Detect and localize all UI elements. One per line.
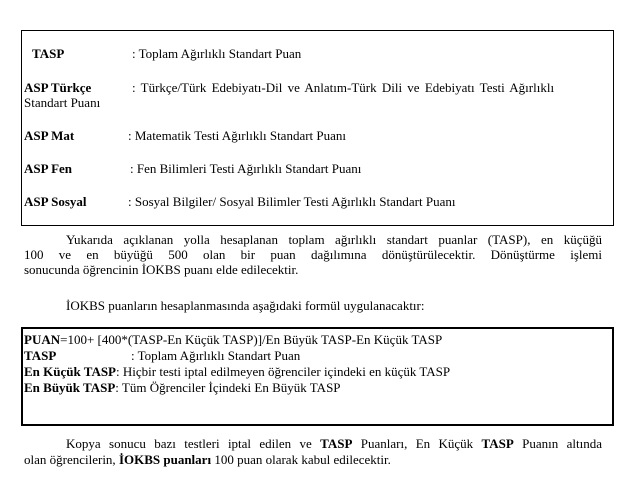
- formula-term: TASP: [24, 348, 57, 363]
- formula-intro: İOKBS puanların hesaplanmasında aşağıdaki formül uygulanacaktır:: [66, 298, 425, 313]
- text-run-bold: TASP: [320, 436, 353, 451]
- formula-desc: : Hiçbir testi iptal edilmeyen öğrenciler içindeki en küçük TASP: [116, 364, 451, 379]
- closing-paragraph-line1: [66, 436, 602, 451]
- definition-term: ASP Sosyal: [24, 194, 87, 209]
- formula-term: En Küçük TASP: [24, 364, 117, 379]
- definition-term: TASP: [32, 46, 65, 61]
- definition-desc: : Sosyal Bilgiler/ Sosyal Bilimler Testi Ağırlıklı Standart Puanı: [128, 194, 456, 209]
- formula-row-en-kucuk: [24, 364, 450, 379]
- formula-term: En Büyük TASP: [24, 380, 116, 395]
- text-run: Kopya sonucu bazı testleri iptal edilen ve: [66, 436, 321, 451]
- formula-desc: : Tüm Öğrenciler İçindeki En Büyük TASP: [115, 380, 341, 395]
- paragraph-line: 100 ve en büyüğü 500 olan bir puan dağılımına dönüştürülecektir. Dönüştürme işlemi: [24, 247, 602, 262]
- text-run: Puanın altında: [513, 436, 602, 451]
- definition-desc: : Türkçe/Türk Edebiyatı-Dil ve Anlatım-Türk Dili ve Edebiyatı Testi Ağırlıklı: [132, 80, 555, 95]
- text-run-bold: İOKBS puanları: [118, 452, 212, 467]
- paragraph-line: Yukarıda açıklanan yolla hesaplanan toplam ağırlıklı standart puanlar (TASP), en küçüğü: [66, 232, 602, 247]
- definition-term: ASP Türkçe: [24, 80, 92, 95]
- closing-paragraph-line2: [24, 452, 391, 467]
- formula-line: [24, 332, 442, 347]
- formula-row-tasp: [24, 348, 301, 363]
- text-run: 100 puan olarak kabul edilecektir.: [211, 452, 391, 467]
- definition-term: ASP Fen: [24, 161, 73, 176]
- formula-row-en-buyuk: [24, 380, 341, 395]
- paragraph-line: sonucunda öğrencinin İOKBS puanı elde edilecektir.: [24, 262, 299, 277]
- definition-term: ASP Mat: [24, 128, 75, 143]
- formula-expression: =100+ [400*(TASP-En Küçük TASP)]/En Büyük TASP-En Küçük TASP: [60, 332, 443, 347]
- text-run-bold: TASP: [481, 436, 514, 451]
- text-run: Puanları, En Küçük: [352, 436, 482, 451]
- definition-desc: : Toplam Ağırlıklı Standart Puan: [132, 46, 302, 61]
- text-run: olan öğrencilerin,: [24, 452, 119, 467]
- formula-label: PUAN: [24, 332, 61, 347]
- definition-desc-continued: Standart Puanı: [24, 95, 101, 110]
- definition-desc: : Fen Bilimleri Testi Ağırlıklı Standart Puanı: [130, 161, 362, 176]
- formula-desc: : Toplam Ağırlıklı Standart Puan: [131, 348, 301, 363]
- definition-desc: : Matematik Testi Ağırlıklı Standart Puanı: [128, 128, 347, 143]
